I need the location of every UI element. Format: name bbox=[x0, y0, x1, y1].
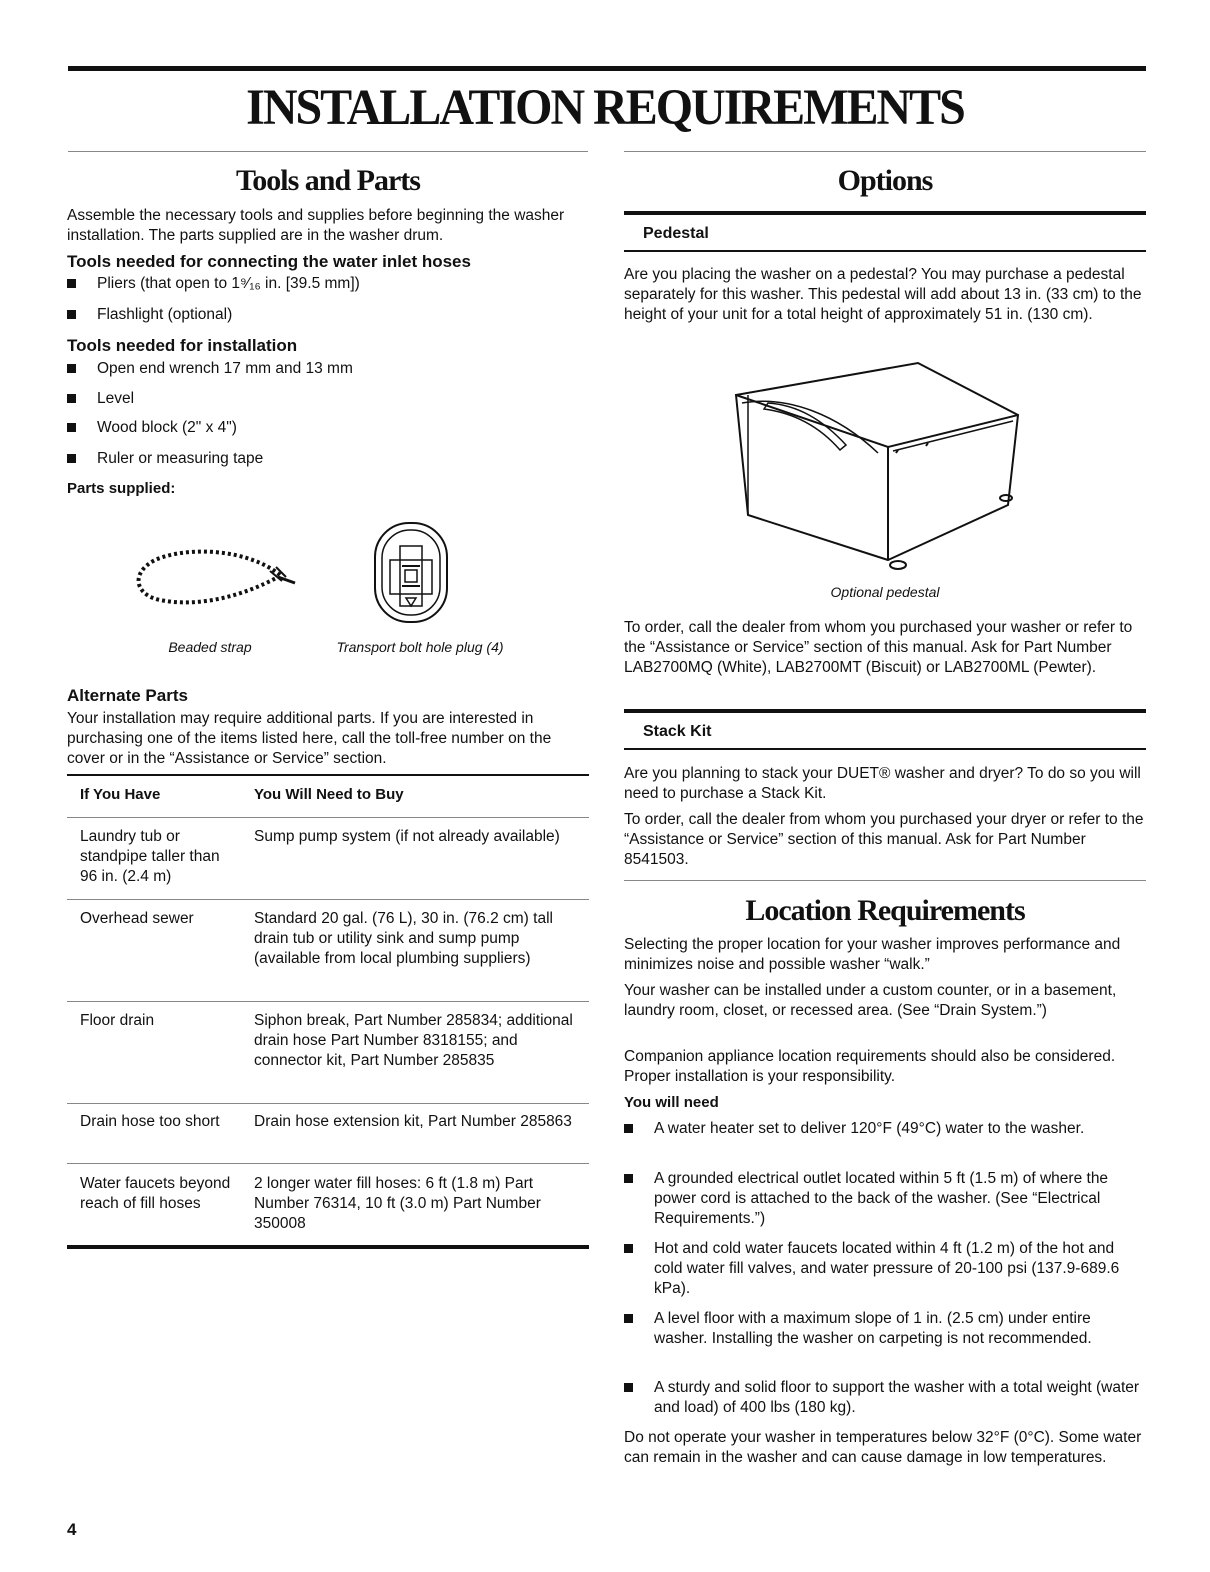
list-item: Hot and cold water faucets located within 4 ft (1.2 m) of the hot and cold water fill valves, and water pressure of 20-100 psi (137.9-689.6 kPa). bbox=[624, 1239, 1142, 1299]
location-paragraph: Selecting the proper location for your washer improves performance and minimizes noise and possible washer “walk.” bbox=[624, 936, 1121, 973]
install-tools-heading: Tools needed for installation bbox=[67, 336, 298, 355]
bullet-icon bbox=[624, 1244, 633, 1253]
bullet-icon bbox=[67, 423, 76, 432]
pedestal-order-text: To order, call the dealer from whom you purchased your washer or refer to the “Assistance or Service” section of this manual. Ask for Part Number LAB2700MQ (White), LAB2700MT (Biscuit) or LAB2700ML (Pewter). bbox=[624, 619, 1133, 676]
pedestal-bottom-rule bbox=[624, 250, 1146, 252]
stack-kit-bottom-rule bbox=[624, 748, 1146, 750]
bullet-icon bbox=[67, 364, 76, 373]
tools-intro: Assemble the necessary tools and supplies before beginning the washer installation. The parts supplied are in the washer drum. bbox=[67, 207, 565, 244]
bullet-icon bbox=[67, 394, 76, 403]
table-row-rule bbox=[67, 1163, 589, 1164]
list-item: Pliers (that open to 1⁹⁄₁₆ in. [39.5 mm]) bbox=[67, 274, 587, 294]
table-header: If You Have bbox=[80, 786, 161, 803]
table-top-rule bbox=[67, 774, 589, 776]
beaded-strap-icon bbox=[130, 545, 305, 625]
pedestal-icon bbox=[728, 355, 1028, 575]
list-item: Ruler or measuring tape bbox=[67, 449, 587, 469]
bullet-icon bbox=[624, 1174, 633, 1183]
table-bottom-rule bbox=[67, 1245, 589, 1249]
list-item: Flashlight (optional) bbox=[67, 305, 587, 325]
inlet-tools-heading: Tools needed for connecting the water inlet hoses bbox=[67, 252, 471, 271]
stack-kit-text: Are you planning to stack your DUET® washer and dryer? To do so you will need to purchase a Stack Kit. bbox=[624, 765, 1141, 802]
top-rule bbox=[68, 66, 1146, 71]
table-cell: Drain hose extension kit, Part Number 285863 bbox=[254, 1113, 572, 1130]
alternate-parts-intro: Your installation may require additional parts. If you are interested in purchasing one of the items listed here, call the toll-free number on the cover or in the “Assistance or Service” section. bbox=[67, 710, 552, 767]
table-cell: Siphon break, Part Number 285834; additional drain hose Part Number 8318155; and connector kit, Part Number 285835 bbox=[254, 1012, 573, 1069]
bullet-icon bbox=[67, 279, 76, 288]
table-row-rule bbox=[67, 1103, 589, 1104]
strap-caption: Beaded strap bbox=[168, 639, 252, 655]
tools-and-parts-title: Tools and Parts bbox=[236, 164, 420, 197]
table-header: You Will Need to Buy bbox=[254, 786, 404, 803]
bullet-icon bbox=[67, 310, 76, 319]
section-divider bbox=[624, 151, 1146, 152]
pedestal-text: Are you placing the washer on a pedestal? You may purchase a pedestal separately for this washer. This pedestal will add about 13 in. (33 cm) to the height of your unit for a total height of approximately 51 in. (130 cm). bbox=[624, 266, 1142, 323]
temperature-warning: Do not operate your washer in temperatures below 32°F (0°C). Some water can remain in the washer and can cause damage in low temperatures. bbox=[624, 1429, 1142, 1466]
table-row-rule bbox=[67, 817, 589, 818]
table-cell: Floor drain bbox=[80, 1012, 155, 1029]
list-item: Wood block (2" x 4") bbox=[67, 418, 587, 438]
pedestal-caption: Optional pedestal bbox=[830, 584, 940, 600]
pedestal-top-rule bbox=[624, 211, 1146, 215]
list-item: A grounded electrical outlet located within 5 ft (1.5 m) of where the power cord is attached to the back of the washer. (See “Electrical Requirements.”) bbox=[624, 1169, 1142, 1229]
table-cell: 2 longer water fill hoses: 6 ft (1.8 m) Part Number 76314, 10 ft (3.0 m) Part Number 350008 bbox=[254, 1175, 541, 1232]
table-cell: Drain hose too short bbox=[80, 1113, 220, 1130]
you-will-need-heading: You will need bbox=[624, 1094, 719, 1111]
stack-kit-order-text: To order, call the dealer from whom you purchased your dryer or refer to the “Assistance or Service” section of this manual. Ask for Part Number 8541503. bbox=[624, 811, 1144, 868]
list-item: A level floor with a maximum slope of 1 in. (2.5 cm) under entire washer. Installing the washer on carpeting is not recommended. bbox=[624, 1309, 1142, 1369]
table-row-rule bbox=[67, 899, 589, 900]
table-cell: Overhead sewer bbox=[80, 910, 194, 927]
plug-caption: Transport bolt hole plug (4) bbox=[336, 639, 504, 655]
list-item: A water heater set to deliver 120°F (49°C) water to the washer. bbox=[624, 1119, 1142, 1159]
table-cell: Sump pump system (if not already available) bbox=[254, 828, 560, 845]
page-title: INSTALLATION REQUIREMENTS bbox=[246, 79, 964, 136]
table-cell: Laundry tub or standpipe taller than 96 in. (2.4 m) bbox=[80, 828, 220, 885]
section-divider bbox=[624, 880, 1146, 881]
bullet-icon bbox=[624, 1124, 633, 1133]
pedestal-heading: Pedestal bbox=[643, 225, 709, 242]
list-item: Level bbox=[67, 389, 587, 409]
list-item: Open end wrench 17 mm and 13 mm bbox=[67, 359, 587, 379]
bullet-icon bbox=[624, 1383, 633, 1392]
alternate-parts-heading: Alternate Parts bbox=[67, 686, 188, 705]
parts-supplied-heading: Parts supplied: bbox=[67, 480, 176, 497]
section-divider bbox=[68, 151, 588, 152]
bolt-hole-plug-icon bbox=[372, 520, 450, 625]
location-paragraph: Your washer can be installed under a custom counter, or in a basement, laundry room, closet, or recessed area. (See “Drain System.”) bbox=[624, 982, 1117, 1019]
table-cell: Standard 20 gal. (76 L), 30 in. (76.2 cm) tall drain tub or utility sink and sump pump (available from local plumbing suppliers) bbox=[254, 910, 553, 967]
stack-kit-heading: Stack Kit bbox=[643, 723, 712, 740]
list-item: A sturdy and solid floor to support the washer with a total weight (water and load) of 400 lbs (180 kg). bbox=[624, 1378, 1142, 1418]
options-title: Options bbox=[837, 164, 933, 197]
location-paragraph: Companion appliance location requirements should also be considered. Proper installation is your responsibility. bbox=[624, 1048, 1116, 1085]
bullet-icon bbox=[67, 454, 76, 463]
page-number: 4 bbox=[67, 1520, 77, 1539]
table-cell: Water faucets beyond reach of fill hoses bbox=[80, 1175, 231, 1212]
bullet-icon bbox=[624, 1314, 633, 1323]
stack-kit-top-rule bbox=[624, 709, 1146, 713]
table-row-rule bbox=[67, 1001, 589, 1002]
location-requirements-title: Location Requirements bbox=[745, 894, 1025, 927]
